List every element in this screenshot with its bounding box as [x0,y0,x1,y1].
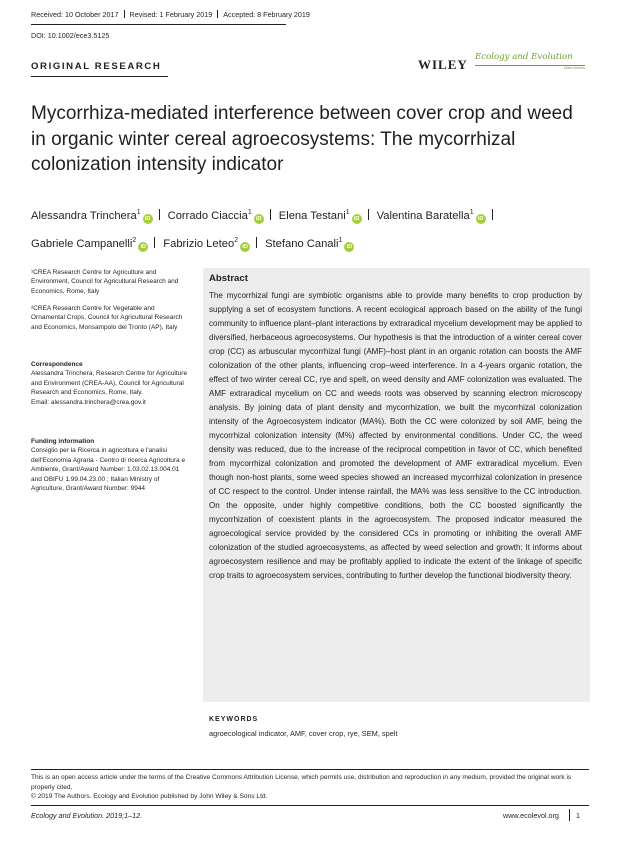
author[interactable]: Corrado Ciaccia$^1$ [167,209,252,222]
affiliation-2: ²CREA Research Centre for Vegetable and Ornamental Crops, Council for Agricultural Research and Economics, Monsampolo del Tronto (AP), Italy [31,305,183,331]
divider [217,10,218,18]
divider [124,10,125,18]
accepted-date: Accepted: 8 February 2019 [223,10,310,19]
author[interactable]: Elena Testani$^1$ [278,209,350,222]
author-list [31,201,601,256]
orcid-icon[interactable]: iD [352,214,362,224]
affiliation-1: ¹CREA Research Centre for Agriculture and Environment, Council for Agricultural Research and Economics, Rome, Italy [31,269,179,295]
keywords-text: agroecological indicator, AMF, cover crop, rye, SEM, spelt [209,729,398,738]
divider [270,209,271,220]
orcid-icon[interactable]: iD [138,242,148,252]
header-rule [31,24,286,25]
funding-heading: Funding information [31,438,95,445]
correspondence-heading: Correspondence [31,361,83,368]
journal-citation: Ecology and Evolution. 2019;1–12. [31,811,143,820]
divider [256,237,257,248]
received-date: Received: 10 October 2017 [31,10,119,19]
journal-logo [475,52,585,72]
author[interactable]: Alessandra Trinchera$^1$ [31,209,141,222]
publisher-logo: WILEY [418,57,468,72]
correspondence-section [31,360,189,407]
author[interactable]: Gabriele Campanelli$^2$ [31,236,137,250]
divider [368,209,369,220]
revised-date: Revised: 1 February 2019 [129,10,213,19]
page-number: 1 [576,811,580,820]
funding-section [31,437,189,493]
author[interactable]: Stefano Canali$^1$ [265,236,343,250]
orcid-icon[interactable]: iD [240,242,250,252]
divider [569,809,570,821]
article-title: Mycorrhiza-mediated interference between cover crop and weed in organic winter cereal agroecosystems: The mycorrhizal colonization intensity indicator [31,103,573,175]
journal-url[interactable]: www.ecolevol.org [503,811,559,820]
correspondence-email[interactable]: Email: alessandra.trinchera@crea.gov.it [31,398,146,406]
divider [159,209,160,220]
journal-logo-tag: Open Access [563,66,585,70]
orcid-icon[interactable]: iD [143,214,153,224]
footer-rule [31,805,589,806]
orcid-icon[interactable]: iD [476,214,486,224]
divider [154,237,155,248]
footer-rule [31,769,589,770]
article-dates [31,10,310,19]
journal-logo-name: Ecology and Evolution [475,52,573,62]
correspondence-text: Alessandra Trinchera, Research Centre for Agriculture and Environment (CREA-AA), Council for Agricultural Research and Economics, Rome, Italy. [31,370,188,397]
author[interactable]: Valentina Baratella$^1$ [376,209,474,222]
divider [492,209,493,220]
abstract-text: The mycorrhizal fungi are symbiotic organisms able to provide many benefits to crop production by supplying a set of ecosystem functions. A recent ecological approach based on the ability of the fungi community to influence plant–plant interactions by extraradical mycelium development may be applied to diversified, herbaceous agroecosystems. Our hypothesis is that the introduction of a winter cereal cover crop (CC) as arbuscular mycorrhizal fungi (AMF)–host plant in an organic rotation can boosts the AMF colonization of the other plants, influencing crop–weed interference. In a 4-years organic rotation, the effect of two winter cereal CC, rye and spelt, on weed density and AMF colonization was evaluated. The AMF extraradical mycelium on CC and weeds roots was observed by scanning electron microscopy analysis. By joining data of plant density and mycorrhization, we built the mycorrhizal colonization intensity of the Agroecosystem indicator (MA%). Both the CC were colonized by soil AMF, being the mycorrhizal colonization intensity (M%) affected by environmental conditions. Under CC, the weed density was reduced, due to the increase of the reciprocal competition in favor of CC, which benefited from mycorrhizal colonization and promoted the development of AMF extraradical mycelium. Even though non-host plants, some weed species showed an increased mycorrhizal colonization in presence of CC respect to the control. Under intense rainfall, the MA% was less sensitive to the CC introduction. On the opposite, under highly competitive conditions, both the CC boosted significantly the mycorrhization of coexistent plants in the agroecosystem. The proposed indicator measured the agroecological service provided by the considered CCs in promoting or inhibiting the overall AMF colonization of the studied agroecosystems, as affected by weed selection and growth: It informs about agroecosystem resilience and may be profitably applied to indicate the extent of the linkage of specific crop traits to agroecosystem services, contributing to further develop the functional biodiversity theory. [209,291,582,580]
license-notice [31,773,591,802]
section-label-rule [31,76,168,77]
abstract-heading: Abstract [209,273,248,284]
keywords-heading: KEYWORDS [209,716,259,723]
funding-text: Consiglio per la Ricerca in agricoltura e l'analisi dell'Economia Agraria - Centro di ricerca Agricoltura e Ambiente, Grant/Award Number: 1.03.02.13.004.01 and OBIFU 1.99.04.23.00 ; Italian Ministry of Agriculture, Grant/Award Number: 9944 [31,447,186,493]
orcid-icon[interactable]: iD [344,242,354,252]
doi[interactable]: DOI: 10.1002/ece3.5125 [31,31,110,40]
orcid-icon[interactable]: iD [254,214,264,224]
section-label: ORIGINAL RESEARCH [31,61,162,72]
license-text: This is an open access article under the terms of the Creative Commons Attribution License, which permits use, distribution and reproduction in any medium, provided the original work is properly cited. [31,774,572,791]
copyright-text: © 2019 The Authors. Ecology and Evolution published by John Wiley & Sons Ltd. [31,793,268,801]
author[interactable]: Fabrizio Leteo$^2$ [163,236,239,250]
